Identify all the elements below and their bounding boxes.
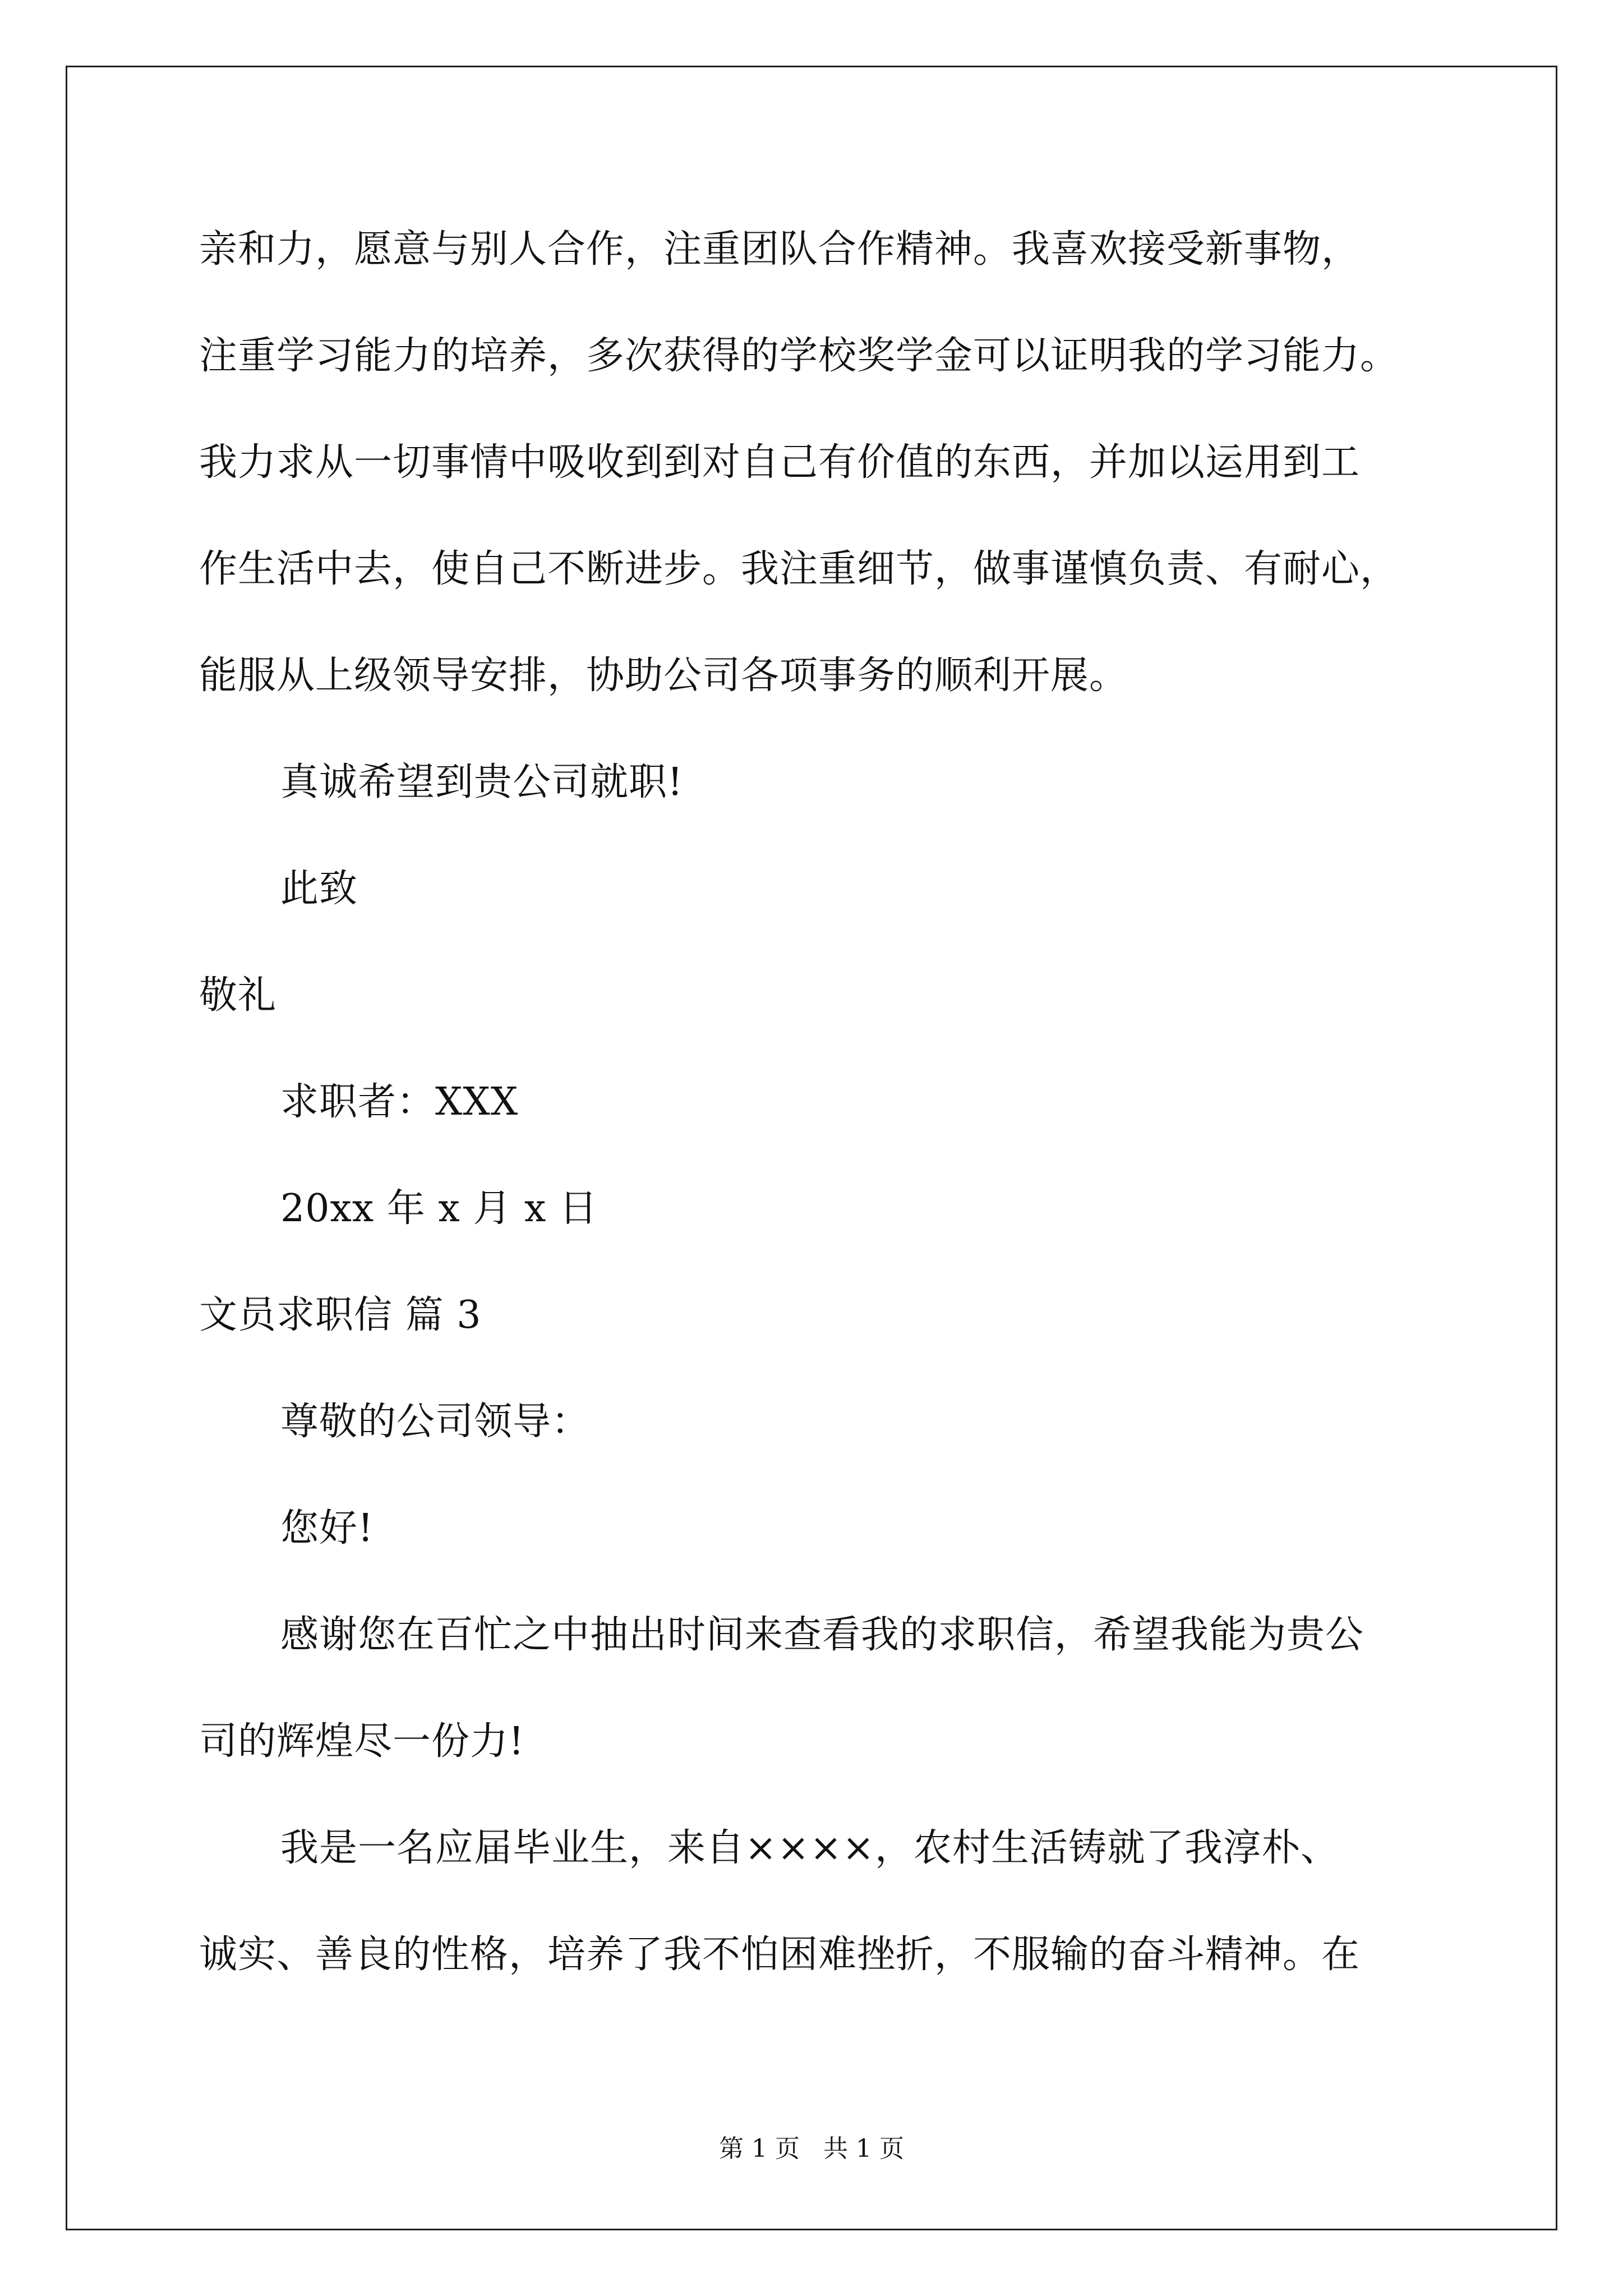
letter-greeting: 尊敬的公司领导： [280, 1400, 591, 1444]
body-line-9: 诚实、善良的性格，培养了我不怕困难挫折，不服输的奋斗精神。在 [199, 1932, 1361, 1977]
page-footer: 第 1 页 共 1 页 [719, 2134, 904, 2163]
applicant-signature: 求职者：XXX [280, 1080, 519, 1124]
body-line-5: 能服从上级领导安排，协助公司各项事务的顺利开展。 [199, 654, 1128, 698]
letter-date: 20xx 年 x 月 x 日 [280, 1186, 598, 1231]
body-line-6: 感谢您在百忙之中抽出时间来查看我的求职信，希望我能为贵公 [280, 1613, 1364, 1657]
salutation-jingli: 敬礼 [199, 973, 277, 1018]
letter-hello: 您好! [280, 1506, 374, 1550]
body-line-7: 司的辉煌尽一份力! [199, 1719, 525, 1764]
body-line-8: 我是一名应届毕业生，来自××××，农村生活铸就了我淳朴、 [280, 1826, 1339, 1870]
page-border [66, 66, 1557, 2230]
closing-wish: 真诚希望到贵公司就职! [280, 760, 684, 804]
body-line-3: 我力求从一切事情中吸收到到对自己有价值的东西，并加以运用到工 [199, 440, 1361, 485]
salutation-cizhi: 此致 [280, 867, 358, 911]
body-line-4: 作生活中去，使自己不断进步。我注重细节，做事谨慎负责、有耐心， [199, 547, 1399, 591]
body-line-1: 亲和力，愿意与别人合作，注重团队合作精神。我喜欢接受新事物， [199, 227, 1361, 272]
section-heading: 文员求职信 篇 3 [199, 1293, 482, 1337]
body-line-2: 注重学习能力的培养，多次获得的学校奖学金可以证明我的学习能力。 [199, 334, 1399, 378]
